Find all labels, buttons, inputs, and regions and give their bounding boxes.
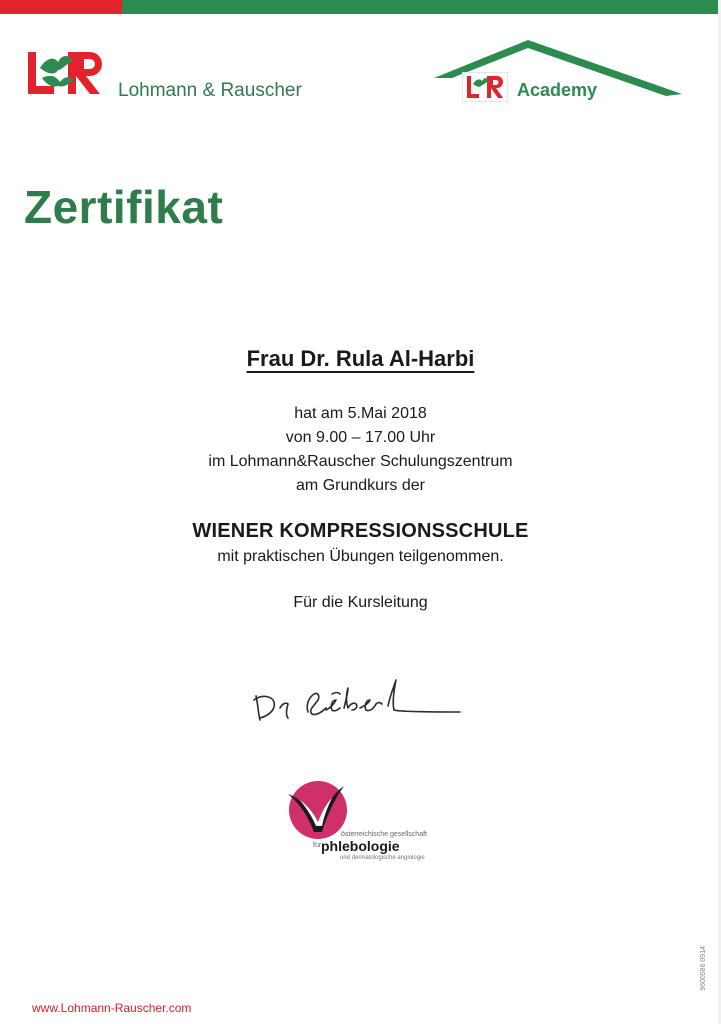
body-line-course-intro: am Grundkurs der	[296, 477, 425, 494]
body-line-time: von 9.00 – 17.00 Uhr	[285, 429, 436, 446]
course-name: WIENER KOMPRESSIONSSCHULE	[192, 520, 529, 542]
phlebology-logo-icon	[284, 776, 348, 840]
body-line-date: hat am 5.Mai 2018	[294, 405, 427, 422]
top-bar-red	[0, 0, 122, 14]
certificate-body	[0, 402, 721, 498]
top-bar-green	[122, 0, 719, 14]
recipient-name-text: Frau Dr. Rula Al-Harbi	[246, 346, 475, 371]
lr-logo-icon	[26, 46, 108, 98]
academy-lr-logo-icon	[462, 72, 508, 102]
recipient-name	[0, 346, 721, 372]
body-line-location: im Lohmann&Rauscher Schulungszentrum	[208, 453, 513, 470]
society-line3: und dermatologische angiologie	[340, 855, 425, 861]
footer-website: www.Lohmann-Rauscher.com	[32, 1001, 192, 1015]
course-detail: mit praktischen Übungen teilgenommen.	[217, 548, 504, 565]
company-name: Lohmann & Rauscher	[118, 80, 302, 101]
document-code: 9600586 0914	[700, 946, 707, 991]
signature	[248, 670, 468, 730]
signature-label: Für die Kursleitung	[293, 594, 428, 611]
society-prefix: für	[313, 842, 322, 849]
society-line1: österreichische gesellschaft	[341, 831, 427, 838]
certificate-title: Zertifikat	[24, 181, 224, 233]
academy-label: Academy	[517, 80, 598, 100]
society-name: phlebologie	[321, 838, 400, 854]
